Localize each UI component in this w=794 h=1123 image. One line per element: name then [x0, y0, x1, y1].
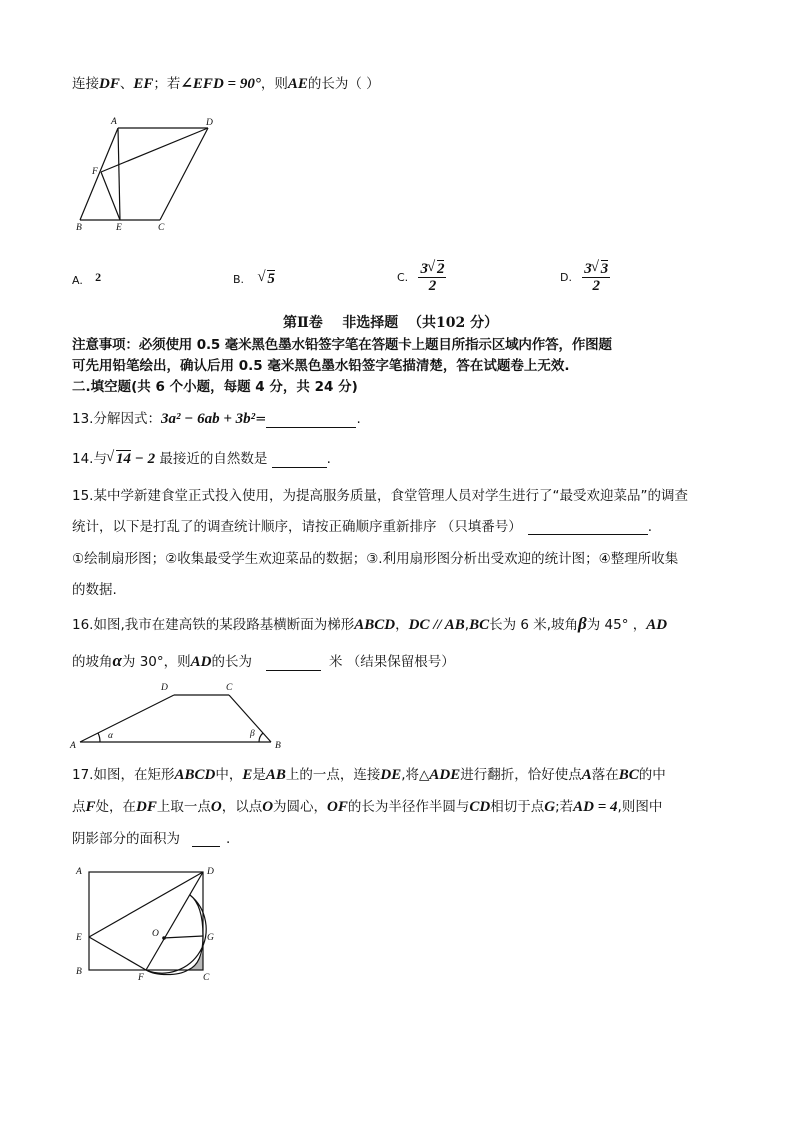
answer-blank-14[interactable]	[272, 453, 327, 468]
label-b: B	[76, 967, 82, 977]
option-a[interactable]: A. 2	[72, 270, 102, 287]
part2-title: 第Ⅱ卷 非选择题 （共102 分）	[283, 315, 499, 331]
question-17-line-3: 阴影部分的面积为 .	[72, 831, 231, 847]
answer-blank-16[interactable]	[266, 656, 321, 671]
angle-beta-arc	[259, 733, 263, 742]
segment-fd-line	[101, 128, 208, 172]
question-14: 14.与√ 14 − 2 最接近的自然数是 .	[72, 447, 331, 468]
label-a: A	[70, 741, 76, 751]
notice-line-2: 可先用铅笔绘出，确认后用 0.5 毫米黑色墨水铅签字笔描清楚，答在试题卷上无效.	[72, 358, 570, 374]
question-15-line-4: 的数据.	[72, 582, 117, 598]
q16-trapezoid-figure	[66, 678, 296, 754]
label-beta: β	[250, 729, 255, 739]
question-17-line-2: 点F处，在DF上取一点O，以点O为圆心，OF的长为半径作半圆与CD相切于点G;若AD = 4,则图中	[72, 799, 663, 815]
label-e: E	[76, 933, 82, 943]
label-d: D	[161, 683, 168, 693]
label-f: F	[92, 167, 98, 177]
question-15-line-2: 统计，以下是打乱了的调查统计顺序，请按正确顺序重新排序 （只填番号） .	[72, 519, 653, 535]
label-f: F	[138, 973, 144, 983]
option-d[interactable]: D. $\frac{3√ 3}{2}$	[560, 260, 610, 295]
question-15-line-3: ①绘制扇形图；②收集最受学生欢迎菜品的数据；③.利用扇形图分析出受欢迎的统计图；④整理所收集	[72, 551, 679, 567]
notice-line-1: 注意事项：必须使用 0.5 毫米黑色墨水铅签字笔在答题卡上题目所指示区域内作答，作图题	[72, 337, 612, 353]
segment-fd	[146, 872, 203, 970]
segment-ef: EF	[133, 76, 154, 92]
question-13: 13.分解因式：3a² − 6ab + 3b²= .	[72, 411, 361, 427]
q12-parallelogram-figure	[70, 112, 230, 237]
angle-condition: ∠EFD = 90°	[180, 76, 261, 92]
label-c: C	[158, 223, 165, 233]
label-a: A	[111, 117, 117, 127]
section-heading: 二.填空题(共 6 个小题，每题 4 分，共 24 分)	[72, 379, 358, 395]
label-b: B	[76, 223, 82, 233]
edge-dc	[160, 128, 208, 220]
answer-blank-15[interactable]	[528, 520, 648, 535]
polynomial-expr: 3a² − 6ab + 3b²	[160, 411, 256, 427]
segment-ae: AE	[287, 76, 308, 92]
label-g: G	[207, 933, 214, 943]
option-c[interactable]: C. $\frac{3√ 2}{2}$	[397, 260, 446, 295]
radius-og	[163, 936, 203, 938]
segment-fe-line	[101, 172, 120, 220]
label-o: O	[152, 929, 159, 939]
center-o	[162, 936, 166, 940]
rect-abcd	[89, 872, 203, 970]
label-b: B	[275, 741, 281, 751]
segment-ed	[89, 872, 203, 937]
label-c: C	[203, 973, 210, 983]
edge-ba	[80, 128, 118, 220]
label-d: D	[206, 118, 213, 128]
question-16-line-2: 的坡角α为 30°，则AD的长为 米 （结果保留根号）	[72, 651, 455, 670]
question-17-line-1: 17.如图，在矩形ABCD中，E是AB上的一点，连接DE,将△ADE进行翻折，恰好使点A落在BC的中	[72, 767, 666, 783]
label-d: D	[207, 867, 214, 877]
segment-ef	[89, 937, 146, 970]
segment-ae-line	[118, 128, 120, 220]
segment-df: DF	[99, 76, 120, 92]
label-e: E	[116, 223, 122, 233]
question-16-line-1: 16.如图,我市在建高铁的某段路基横断面为梯形ABCD，DC // AB,BC长为 6 米,坡角β为 45° ，AD	[72, 614, 668, 633]
angle-alpha-arc	[98, 733, 100, 742]
question-15-line-1: 15.某中学新建食堂正式投入使用，为提高服务质量，食堂管理人员对学生进行了“最受欢迎菜品”的调查	[72, 488, 688, 504]
q17-rectangle-figure	[72, 860, 222, 985]
answer-blank-13[interactable]	[266, 413, 356, 428]
edge-ad	[80, 695, 174, 742]
label-c: C	[226, 683, 233, 693]
label-alpha: α	[108, 731, 113, 741]
label-a: A	[76, 867, 82, 877]
q12-stem: 连接DF、EF；若∠EFD = 90°，则AE的长为（ ）	[72, 76, 380, 92]
option-b[interactable]: B. √ 5	[233, 270, 275, 288]
answer-blank-17[interactable]	[192, 832, 220, 847]
